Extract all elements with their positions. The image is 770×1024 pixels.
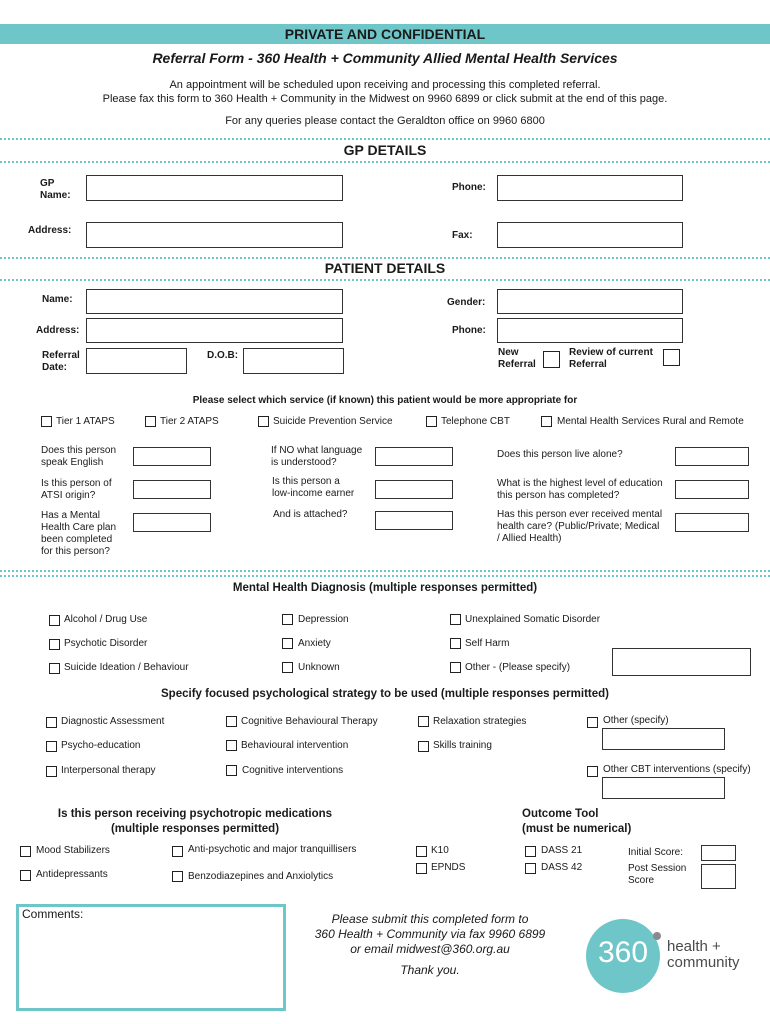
q-english-field[interactable] (133, 447, 211, 466)
strategy-checkbox[interactable] (418, 716, 429, 727)
diagnosis-checkbox[interactable] (282, 638, 293, 649)
service-label: Telephone CBT (441, 416, 510, 427)
service-checkbox[interactable] (426, 416, 437, 427)
q-english-label: Does this person speak English (41, 445, 117, 468)
service-label: Suicide Prevention Service (273, 416, 393, 427)
outcome-epnds-checkbox[interactable] (416, 863, 427, 874)
logo-text-line2: community (667, 954, 740, 971)
dob-label: D.O.B: (207, 350, 239, 361)
patient-phone-label: Phone: (452, 325, 486, 336)
strategy-checkbox[interactable] (226, 740, 237, 751)
strategy-other-cbt-label: Other CBT interventions (specify) (603, 764, 751, 775)
medication-checkbox[interactable] (172, 871, 183, 882)
diagnosis-checkbox[interactable] (450, 638, 461, 649)
diagnosis-label: Alcohol / Drug Use (64, 614, 148, 625)
divider (0, 257, 770, 259)
outcome-title: Outcome Tool (must be numerical) (522, 808, 632, 835)
strategy-other-field[interactable] (602, 728, 725, 750)
gp-name-field[interactable] (86, 175, 343, 201)
strategy-checkbox[interactable] (226, 716, 237, 727)
diagnosis-label: Unexplained Somatic Disorder (465, 614, 601, 625)
logo-text-line1: health + (667, 938, 721, 955)
medication-checkbox[interactable] (20, 870, 31, 881)
intro-line-3: For any queries please contact the Geraldton office on 9960 6800 (225, 115, 545, 127)
logo-number: 360 (597, 936, 649, 969)
strategy-checkbox[interactable] (46, 741, 57, 752)
service-label: Mental Health Services Rural and Remote (557, 416, 744, 427)
strategy-other-label: Other (specify) (603, 715, 669, 726)
gender-label: Gender: (447, 297, 486, 308)
outcome-dass42-checkbox[interactable] (525, 863, 536, 874)
outcome-k10-label: K10 (431, 845, 449, 856)
patient-phone-field[interactable] (497, 318, 683, 343)
divider (0, 575, 770, 577)
review-referral-checkbox[interactable] (663, 349, 680, 366)
service-checkbox[interactable] (41, 416, 52, 427)
submit-instructions: Please submit this completed form to 360 Health + Community via fax 9960 6899 or email midwest@360.org.au (314, 912, 546, 956)
q-education-field[interactable] (675, 480, 749, 499)
gp-address-field[interactable] (86, 222, 343, 248)
new-referral-label: New Referral (498, 347, 536, 370)
divider (0, 138, 770, 140)
q-atsi-label: Is this person of ATSI origin? (41, 478, 112, 501)
q-income-field[interactable] (375, 480, 453, 499)
strategy-other-cbt-checkbox[interactable] (587, 766, 598, 777)
intro-line-1: An appointment will be scheduled upon receiving and processing this completed referral. (169, 79, 601, 91)
initial-score-label: Initial Score: (628, 847, 684, 858)
gp-phone-field[interactable] (497, 175, 683, 201)
q-attached-label: And is attached? (273, 509, 348, 520)
strategy-checkbox[interactable] (46, 766, 57, 777)
strategy-title: Specify focused psychological strategy to be used (multiple responses permitted) (161, 688, 609, 700)
diagnosis-label: Self Harm (465, 638, 510, 649)
intro-line-2: Please fax this form to 360 Health + Community in the Midwest on 9960 6899 or click submit at the end of this page. (102, 93, 668, 105)
service-label: Tier 2 ATAPS (160, 416, 219, 427)
q-attached-field[interactable] (375, 511, 453, 530)
q-received-label: Has this person ever received mental health care? (Public/Private; Medical / Allied Health) (497, 509, 663, 544)
diagnosis-label: Depression (298, 614, 349, 625)
gp-phone-label: Phone: (452, 182, 486, 193)
patient-address-field[interactable] (86, 318, 343, 343)
strategy-other-checkbox[interactable] (587, 717, 598, 728)
medication-label: Mood Stabilizers (36, 845, 110, 856)
diagnosis-other-field[interactable] (612, 648, 751, 676)
outcome-epnds-label: EPNDS (431, 862, 466, 873)
q-language-label: If NO what language is understood? (271, 445, 363, 468)
initial-score-field[interactable] (701, 845, 736, 861)
strategy-checkbox[interactable] (226, 765, 237, 776)
outcome-dass21-label: DASS 21 (541, 845, 583, 856)
q-atsi-field[interactable] (133, 480, 211, 499)
strategy-label: Psycho-education (61, 740, 141, 751)
review-referral-label: Review of current Referral (569, 347, 653, 370)
dob-field[interactable] (243, 348, 344, 374)
strategy-label: Behavioural intervention (241, 740, 349, 751)
outcome-dass42-label: DASS 42 (541, 862, 583, 873)
q-plan-field[interactable] (133, 513, 211, 532)
referral-date-label: Referral Date: (42, 350, 80, 373)
q-received-field[interactable] (675, 513, 749, 532)
divider (0, 279, 770, 281)
divider (0, 161, 770, 163)
service-checkbox[interactable] (145, 416, 156, 427)
diagnosis-label: Psychotic Disorder (64, 638, 148, 649)
diagnosis-checkbox[interactable] (49, 639, 60, 650)
diagnosis-label: Anxiety (298, 638, 331, 649)
outcome-k10-checkbox[interactable] (416, 846, 427, 857)
q-education-label: What is the highest level of education this person has completed? (497, 478, 663, 501)
strategy-label: Relaxation strategies (433, 716, 527, 727)
gp-name-label: GP Name: (40, 178, 71, 201)
diagnosis-checkbox[interactable] (282, 662, 293, 673)
diagnosis-checkbox[interactable] (282, 614, 293, 625)
post-score-label: Post Session Score (628, 863, 687, 886)
comments-label: Comments: (22, 907, 84, 921)
medication-label: Benzodiazepines and Anxiolytics (188, 871, 334, 882)
strategy-checkbox[interactable] (418, 741, 429, 752)
strategy-other-cbt-field[interactable] (602, 777, 725, 799)
q-language-field[interactable] (375, 447, 453, 466)
medication-checkbox[interactable] (172, 846, 183, 857)
strategy-label: Diagnostic Assessment (61, 716, 165, 727)
patient-name-label: Name: (42, 294, 73, 305)
outcome-dass21-checkbox[interactable] (525, 846, 536, 857)
patient-address-label: Address: (36, 325, 80, 336)
gp-fax-label: Fax: (452, 230, 473, 241)
strategy-label: Cognitive Behavioural Therapy (241, 716, 378, 727)
diagnosis-checkbox[interactable] (49, 663, 60, 674)
form-title: Referral Form - 360 Health + Community Allied Mental Health Services (152, 50, 618, 66)
q-alone-field[interactable] (675, 447, 749, 466)
thank-you: Thank you. (400, 963, 460, 977)
service-prompt: Please select which service (if known) this patient would be more appropriate for (192, 395, 578, 406)
medication-checkbox[interactable] (20, 846, 31, 857)
referral-date-field[interactable] (86, 348, 187, 374)
strategy-label: Interpersonal therapy (61, 765, 156, 776)
medication-label: Antidepressants (36, 869, 108, 880)
gp-section-title: GP DETAILS (343, 142, 427, 158)
strategy-label: Skills training (433, 740, 492, 751)
q-income-label: Is this person a low-income earner (272, 476, 355, 499)
diagnosis-checkbox[interactable] (450, 662, 461, 673)
patient-section-title: PATIENT DETAILS (324, 260, 446, 276)
post-score-field[interactable] (701, 864, 736, 889)
diagnosis-label: Suicide Ideation / Behaviour (64, 662, 189, 673)
diagnosis-checkbox[interactable] (450, 614, 461, 625)
gp-fax-field[interactable] (497, 222, 683, 248)
new-referral-checkbox[interactable] (543, 351, 560, 368)
medications-title: Is this person receiving psychotropic medications (multiple responses permitted) (57, 808, 333, 835)
gp-address-label: Address: (28, 225, 72, 236)
diagnosis-checkbox[interactable] (49, 615, 60, 626)
service-checkbox[interactable] (258, 416, 269, 427)
strategy-label: Cognitive interventions (242, 765, 344, 776)
medication-label: Anti-psychotic and major tranquillisers (188, 844, 357, 855)
diagnosis-label: Unknown (298, 662, 340, 673)
diagnosis-title: Mental Health Diagnosis (multiple responses permitted) (232, 582, 538, 594)
banner-text: PRIVATE AND CONFIDENTIAL (284, 26, 486, 42)
service-label: Tier 1 ATAPS (56, 416, 115, 427)
service-checkbox[interactable] (541, 416, 552, 427)
divider (0, 570, 770, 572)
diagnosis-label: Other - (Please specify) (465, 662, 571, 673)
gender-field[interactable] (497, 289, 683, 314)
q-alone-label: Does this person live alone? (497, 449, 623, 460)
q-plan-label: Has a Mental Health Care plan been completed for this person? (41, 510, 117, 557)
patient-name-field[interactable] (86, 289, 343, 314)
strategy-checkbox[interactable] (46, 717, 57, 728)
